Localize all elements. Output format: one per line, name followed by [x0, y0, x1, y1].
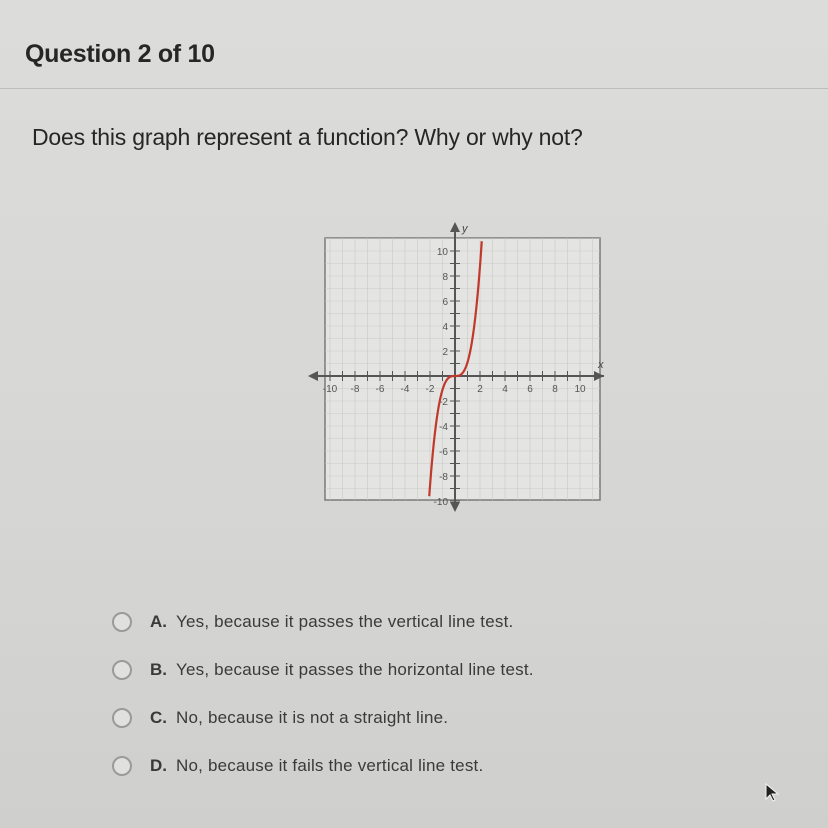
y-tick-label: -10 [433, 497, 448, 508]
x-tick-label: -2 [425, 384, 435, 395]
y-tick-label: -4 [439, 422, 448, 433]
choice-a-letter: A. [150, 612, 167, 631]
x-tick-label: 6 [527, 384, 533, 395]
x-tick-label: 10 [574, 384, 586, 395]
answer-choices [112, 598, 534, 790]
choice-c-text: No, because it is not a straight line. [176, 708, 449, 727]
choice-a-text: Yes, because it passes the vertical line test. [176, 612, 514, 631]
x-tick-label: -4 [400, 384, 410, 395]
choice-d-letter: D. [150, 756, 167, 775]
x-axis-label: x [598, 359, 604, 371]
x-tick-label: 2 [477, 384, 483, 395]
x-tick-label: -10 [322, 384, 338, 395]
x-tick-label: 4 [502, 384, 508, 395]
mouse-cursor-icon [764, 782, 780, 807]
x-tick-label: -8 [350, 384, 360, 395]
radio-b[interactable] [112, 660, 132, 680]
graph-frame [322, 238, 600, 500]
choice-b-text: Yes, because it passes the horizontal line test. [176, 660, 534, 679]
radio-a[interactable] [112, 612, 132, 632]
x-axis-arrow-left [308, 371, 318, 381]
choice-d-text: No, because it fails the vertical line test. [176, 756, 484, 775]
graph-svg [300, 218, 610, 518]
function-graph [300, 218, 610, 523]
y-tick-label: 4 [442, 322, 448, 333]
radio-c[interactable] [112, 708, 132, 728]
choice-c[interactable] [112, 694, 534, 742]
y-tick-label: 6 [442, 297, 448, 308]
choice-c-letter: C. [150, 708, 167, 727]
y-axis-arrow-down [450, 502, 460, 512]
choice-b[interactable] [112, 646, 534, 694]
y-tick-label: 10 [436, 247, 448, 258]
header-divider [0, 88, 828, 89]
y-tick-label: 2 [442, 347, 448, 358]
y-axis-label: y [462, 223, 468, 235]
question-prompt: Does this graph represent a function? Why or why not? [32, 124, 583, 150]
x-tick-label: 8 [552, 384, 558, 395]
choice-b-letter: B. [150, 660, 167, 679]
y-tick-label: -8 [439, 472, 448, 483]
y-tick-label: 8 [442, 272, 448, 283]
radio-d[interactable] [112, 756, 132, 776]
y-tick-label: -2 [439, 397, 448, 408]
x-tick-label: -6 [375, 384, 385, 395]
choice-a[interactable] [112, 598, 534, 646]
y-axis-arrow-up [450, 222, 460, 232]
choice-d[interactable] [112, 742, 534, 790]
question-counter: Question 2 of 10 [25, 40, 215, 68]
y-tick-label: -6 [439, 447, 448, 458]
